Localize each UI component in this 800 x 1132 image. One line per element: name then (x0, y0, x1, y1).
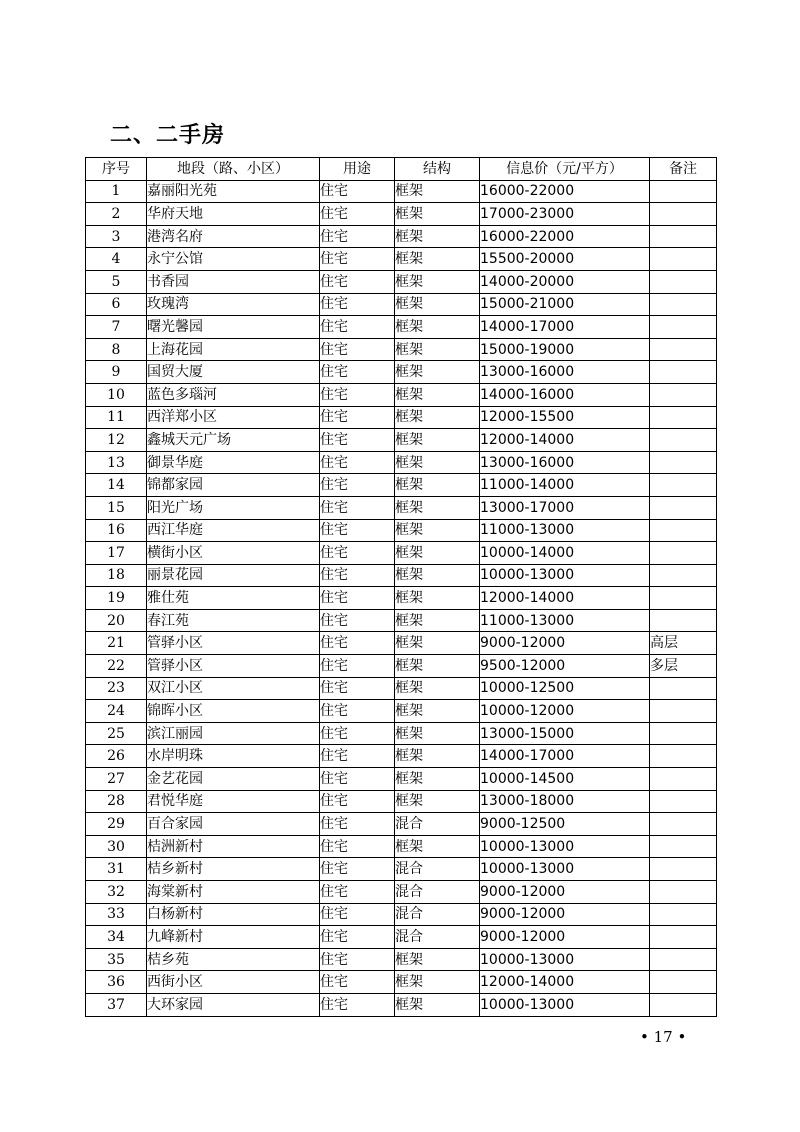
cell-remark (650, 496, 717, 519)
cell-index: 1 (86, 180, 147, 203)
cell-usage: 住宅 (320, 768, 395, 791)
table-row (86, 790, 717, 813)
cell-structure: 框架 (395, 700, 480, 723)
cell-usage: 住宅 (320, 248, 395, 271)
table-row (86, 180, 717, 203)
cell-index: 36 (86, 971, 147, 994)
table-row (86, 248, 717, 271)
cell-usage: 住宅 (320, 474, 395, 497)
cell-structure: 框架 (395, 429, 480, 452)
cell-remark (650, 700, 717, 723)
table-row (86, 429, 717, 452)
price-table (85, 157, 717, 1017)
cell-usage: 住宅 (320, 655, 395, 678)
cell-location: 大环家园 (147, 993, 320, 1016)
cell-remark (650, 722, 717, 745)
cell-location: 西洋郑小区 (147, 406, 320, 429)
cell-usage: 住宅 (320, 609, 395, 632)
cell-remark (650, 971, 717, 994)
cell-location: 双江小区 (147, 677, 320, 700)
cell-remark (650, 248, 717, 271)
cell-price: 10000-14500 (480, 768, 650, 791)
cell-index: 35 (86, 948, 147, 971)
cell-structure: 框架 (395, 496, 480, 519)
cell-price: 13000-17000 (480, 496, 650, 519)
table-row (86, 519, 717, 542)
cell-location: 桔乡新村 (147, 858, 320, 881)
cell-remark (650, 429, 717, 452)
cell-location: 蓝色多瑙河 (147, 383, 320, 406)
cell-usage: 住宅 (320, 835, 395, 858)
cell-index: 26 (86, 745, 147, 768)
table-row (86, 677, 717, 700)
header-location: 地段（路、小区） (147, 158, 320, 181)
cell-usage: 住宅 (320, 316, 395, 339)
cell-index: 13 (86, 451, 147, 474)
cell-location: 书香园 (147, 270, 320, 293)
cell-remark (650, 587, 717, 610)
cell-remark (650, 542, 717, 565)
table-row (86, 474, 717, 497)
cell-remark (650, 383, 717, 406)
cell-index: 9 (86, 361, 147, 384)
cell-location: 玫瑰湾 (147, 293, 320, 316)
section-title: 二、二手房 (110, 123, 226, 148)
cell-location: 管驿小区 (147, 655, 320, 678)
table-row (86, 993, 717, 1016)
table-row (86, 270, 717, 293)
cell-index: 17 (86, 542, 147, 565)
cell-price: 10000-13000 (480, 948, 650, 971)
cell-index: 23 (86, 677, 147, 700)
cell-index: 6 (86, 293, 147, 316)
cell-remark (650, 790, 717, 813)
cell-usage: 住宅 (320, 926, 395, 949)
cell-index: 7 (86, 316, 147, 339)
cell-usage: 住宅 (320, 971, 395, 994)
table-row (86, 655, 717, 678)
cell-index: 29 (86, 813, 147, 836)
cell-remark (650, 180, 717, 203)
cell-location: 港湾名府 (147, 225, 320, 248)
cell-structure: 框架 (395, 722, 480, 745)
cell-index: 8 (86, 338, 147, 361)
cell-location: 百合家园 (147, 813, 320, 836)
cell-usage: 住宅 (320, 338, 395, 361)
cell-structure: 框架 (395, 993, 480, 1016)
cell-location: 滨江丽园 (147, 722, 320, 745)
cell-remark (650, 993, 717, 1016)
cell-structure: 框架 (395, 406, 480, 429)
cell-price: 10000-13000 (480, 993, 650, 1016)
cell-location: 桔乡苑 (147, 948, 320, 971)
cell-index: 19 (86, 587, 147, 610)
cell-index: 4 (86, 248, 147, 271)
cell-structure: 框架 (395, 383, 480, 406)
table-row (86, 203, 717, 226)
table-row (86, 903, 717, 926)
cell-structure: 框架 (395, 451, 480, 474)
cell-structure: 框架 (395, 270, 480, 293)
cell-location: 横街小区 (147, 542, 320, 565)
cell-location: 永宁公馆 (147, 248, 320, 271)
cell-price: 12000-15500 (480, 406, 650, 429)
cell-remark (650, 835, 717, 858)
cell-price: 11000-13000 (480, 609, 650, 632)
cell-index: 27 (86, 768, 147, 791)
table-row (86, 722, 717, 745)
cell-structure: 框架 (395, 474, 480, 497)
cell-price: 12000-14000 (480, 587, 650, 610)
table-row (86, 926, 717, 949)
cell-remark (650, 813, 717, 836)
cell-usage: 住宅 (320, 564, 395, 587)
table-header-row (86, 158, 717, 181)
cell-price: 14000-20000 (480, 270, 650, 293)
cell-usage: 住宅 (320, 361, 395, 384)
cell-remark (650, 609, 717, 632)
cell-usage: 住宅 (320, 225, 395, 248)
table-row (86, 700, 717, 723)
cell-index: 12 (86, 429, 147, 452)
cell-price: 10000-13000 (480, 858, 650, 881)
cell-remark (650, 361, 717, 384)
header-remark: 备注 (650, 158, 717, 181)
cell-usage: 住宅 (320, 677, 395, 700)
cell-price: 9500-12000 (480, 655, 650, 678)
cell-price: 13000-16000 (480, 451, 650, 474)
cell-price: 14000-16000 (480, 383, 650, 406)
cell-index: 10 (86, 383, 147, 406)
table-row (86, 813, 717, 836)
cell-index: 30 (86, 835, 147, 858)
cell-remark: 多层 (650, 655, 717, 678)
table-body (86, 180, 717, 1016)
cell-remark (650, 881, 717, 904)
cell-location: 管驿小区 (147, 632, 320, 655)
cell-remark: 高层 (650, 632, 717, 655)
cell-price: 10000-12000 (480, 700, 650, 723)
cell-usage: 住宅 (320, 451, 395, 474)
cell-index: 21 (86, 632, 147, 655)
cell-location: 君悦华庭 (147, 790, 320, 813)
cell-location: 金艺花园 (147, 768, 320, 791)
cell-location: 鑫城天元广场 (147, 429, 320, 452)
table-row (86, 881, 717, 904)
cell-price: 15500-20000 (480, 248, 650, 271)
cell-structure: 框架 (395, 948, 480, 971)
cell-usage: 住宅 (320, 496, 395, 519)
cell-structure: 框架 (395, 632, 480, 655)
cell-index: 34 (86, 926, 147, 949)
cell-structure: 框架 (395, 745, 480, 768)
cell-price: 9000-12000 (480, 926, 650, 949)
cell-structure: 框架 (395, 564, 480, 587)
cell-structure: 混合 (395, 903, 480, 926)
table-row (86, 383, 717, 406)
header-price: 信息价（元/平方） (480, 158, 650, 181)
cell-remark (650, 406, 717, 429)
cell-index: 31 (86, 858, 147, 881)
cell-index: 20 (86, 609, 147, 632)
cell-structure: 混合 (395, 813, 480, 836)
cell-index: 11 (86, 406, 147, 429)
cell-index: 22 (86, 655, 147, 678)
cell-structure: 混合 (395, 881, 480, 904)
cell-price: 13000-16000 (480, 361, 650, 384)
cell-usage: 住宅 (320, 993, 395, 1016)
cell-structure: 框架 (395, 316, 480, 339)
cell-usage: 住宅 (320, 722, 395, 745)
cell-index: 18 (86, 564, 147, 587)
cell-remark (650, 677, 717, 700)
page-number: • 17 • (640, 1028, 687, 1046)
table-row (86, 406, 717, 429)
cell-price: 11000-14000 (480, 474, 650, 497)
cell-price: 12000-14000 (480, 971, 650, 994)
cell-index: 2 (86, 203, 147, 226)
cell-location: 白杨新村 (147, 903, 320, 926)
cell-structure: 框架 (395, 971, 480, 994)
cell-location: 阳光广场 (147, 496, 320, 519)
cell-remark (650, 858, 717, 881)
cell-price: 14000-17000 (480, 745, 650, 768)
cell-remark (650, 293, 717, 316)
cell-usage: 住宅 (320, 881, 395, 904)
cell-index: 14 (86, 474, 147, 497)
table-row (86, 632, 717, 655)
cell-usage: 住宅 (320, 903, 395, 926)
cell-structure: 框架 (395, 655, 480, 678)
table-row (86, 587, 717, 610)
table-row (86, 361, 717, 384)
cell-structure: 框架 (395, 225, 480, 248)
cell-location: 曙光馨园 (147, 316, 320, 339)
cell-location: 九峰新村 (147, 926, 320, 949)
cell-remark (650, 270, 717, 293)
cell-location: 海棠新村 (147, 881, 320, 904)
cell-location: 国贸大厦 (147, 361, 320, 384)
cell-location: 上海花园 (147, 338, 320, 361)
cell-index: 5 (86, 270, 147, 293)
cell-structure: 框架 (395, 338, 480, 361)
table-row (86, 948, 717, 971)
cell-usage: 住宅 (320, 293, 395, 316)
cell-location: 丽景花园 (147, 564, 320, 587)
cell-price: 13000-15000 (480, 722, 650, 745)
table-row (86, 858, 717, 881)
cell-index: 16 (86, 519, 147, 542)
cell-remark (650, 948, 717, 971)
cell-price: 15000-19000 (480, 338, 650, 361)
cell-remark (650, 203, 717, 226)
cell-price: 14000-17000 (480, 316, 650, 339)
cell-usage: 住宅 (320, 745, 395, 768)
table-row (86, 835, 717, 858)
cell-structure: 框架 (395, 790, 480, 813)
table-row (86, 609, 717, 632)
cell-location: 锦晖小区 (147, 700, 320, 723)
cell-usage: 住宅 (320, 406, 395, 429)
cell-structure: 框架 (395, 609, 480, 632)
cell-structure: 框架 (395, 519, 480, 542)
cell-location: 水岸明珠 (147, 745, 320, 768)
cell-usage: 住宅 (320, 700, 395, 723)
cell-usage: 住宅 (320, 383, 395, 406)
cell-structure: 混合 (395, 926, 480, 949)
cell-remark (650, 338, 717, 361)
cell-location: 嘉丽阳光苑 (147, 180, 320, 203)
cell-usage: 住宅 (320, 203, 395, 226)
cell-usage: 住宅 (320, 542, 395, 565)
cell-usage: 住宅 (320, 948, 395, 971)
header-usage: 用途 (320, 158, 395, 181)
cell-price: 10000-12500 (480, 677, 650, 700)
cell-price: 13000-18000 (480, 790, 650, 813)
cell-usage: 住宅 (320, 180, 395, 203)
table-row (86, 293, 717, 316)
cell-price: 9000-12000 (480, 903, 650, 926)
cell-price: 9000-12000 (480, 881, 650, 904)
cell-index: 32 (86, 881, 147, 904)
cell-structure: 混合 (395, 858, 480, 881)
cell-structure: 框架 (395, 542, 480, 565)
cell-structure: 框架 (395, 293, 480, 316)
cell-usage: 住宅 (320, 632, 395, 655)
cell-price: 9000-12500 (480, 813, 650, 836)
cell-location: 御景华庭 (147, 451, 320, 474)
cell-price: 15000-21000 (480, 293, 650, 316)
cell-usage: 住宅 (320, 587, 395, 610)
cell-index: 33 (86, 903, 147, 926)
table-row (86, 338, 717, 361)
cell-location: 春江苑 (147, 609, 320, 632)
header-index: 序号 (86, 158, 147, 181)
cell-index: 25 (86, 722, 147, 745)
cell-structure: 框架 (395, 248, 480, 271)
cell-structure: 框架 (395, 677, 480, 700)
cell-index: 24 (86, 700, 147, 723)
cell-price: 11000-13000 (480, 519, 650, 542)
cell-usage: 住宅 (320, 270, 395, 293)
cell-location: 雅仕苑 (147, 587, 320, 610)
table-row (86, 564, 717, 587)
cell-usage: 住宅 (320, 519, 395, 542)
cell-price: 10000-13000 (480, 835, 650, 858)
table-row (86, 316, 717, 339)
table-row (86, 745, 717, 768)
cell-index: 37 (86, 993, 147, 1016)
cell-usage: 住宅 (320, 790, 395, 813)
cell-index: 3 (86, 225, 147, 248)
cell-remark (650, 903, 717, 926)
cell-price: 16000-22000 (480, 180, 650, 203)
cell-price: 17000-23000 (480, 203, 650, 226)
cell-price: 16000-22000 (480, 225, 650, 248)
cell-structure: 框架 (395, 835, 480, 858)
table-row (86, 225, 717, 248)
cell-structure: 框架 (395, 587, 480, 610)
table-row (86, 542, 717, 565)
cell-remark (650, 564, 717, 587)
cell-usage: 住宅 (320, 429, 395, 452)
cell-remark (650, 474, 717, 497)
cell-price: 9000-12000 (480, 632, 650, 655)
cell-remark (650, 225, 717, 248)
table-row (86, 971, 717, 994)
cell-location: 西江华庭 (147, 519, 320, 542)
cell-remark (650, 316, 717, 339)
cell-structure: 框架 (395, 180, 480, 203)
cell-price: 10000-14000 (480, 542, 650, 565)
cell-index: 28 (86, 790, 147, 813)
cell-remark (650, 451, 717, 474)
cell-remark (650, 926, 717, 949)
cell-location: 锦都家园 (147, 474, 320, 497)
table-row (86, 768, 717, 791)
cell-remark (650, 745, 717, 768)
cell-structure: 框架 (395, 361, 480, 384)
cell-price: 12000-14000 (480, 429, 650, 452)
cell-location: 桔洲新村 (147, 835, 320, 858)
cell-index: 15 (86, 496, 147, 519)
cell-usage: 住宅 (320, 813, 395, 836)
cell-location: 华府天地 (147, 203, 320, 226)
cell-price: 10000-13000 (480, 564, 650, 587)
table-row (86, 451, 717, 474)
cell-usage: 住宅 (320, 858, 395, 881)
header-structure: 结构 (395, 158, 480, 181)
cell-location: 西街小区 (147, 971, 320, 994)
cell-structure: 框架 (395, 768, 480, 791)
cell-remark (650, 519, 717, 542)
cell-structure: 框架 (395, 203, 480, 226)
cell-remark (650, 768, 717, 791)
table-row (86, 496, 717, 519)
